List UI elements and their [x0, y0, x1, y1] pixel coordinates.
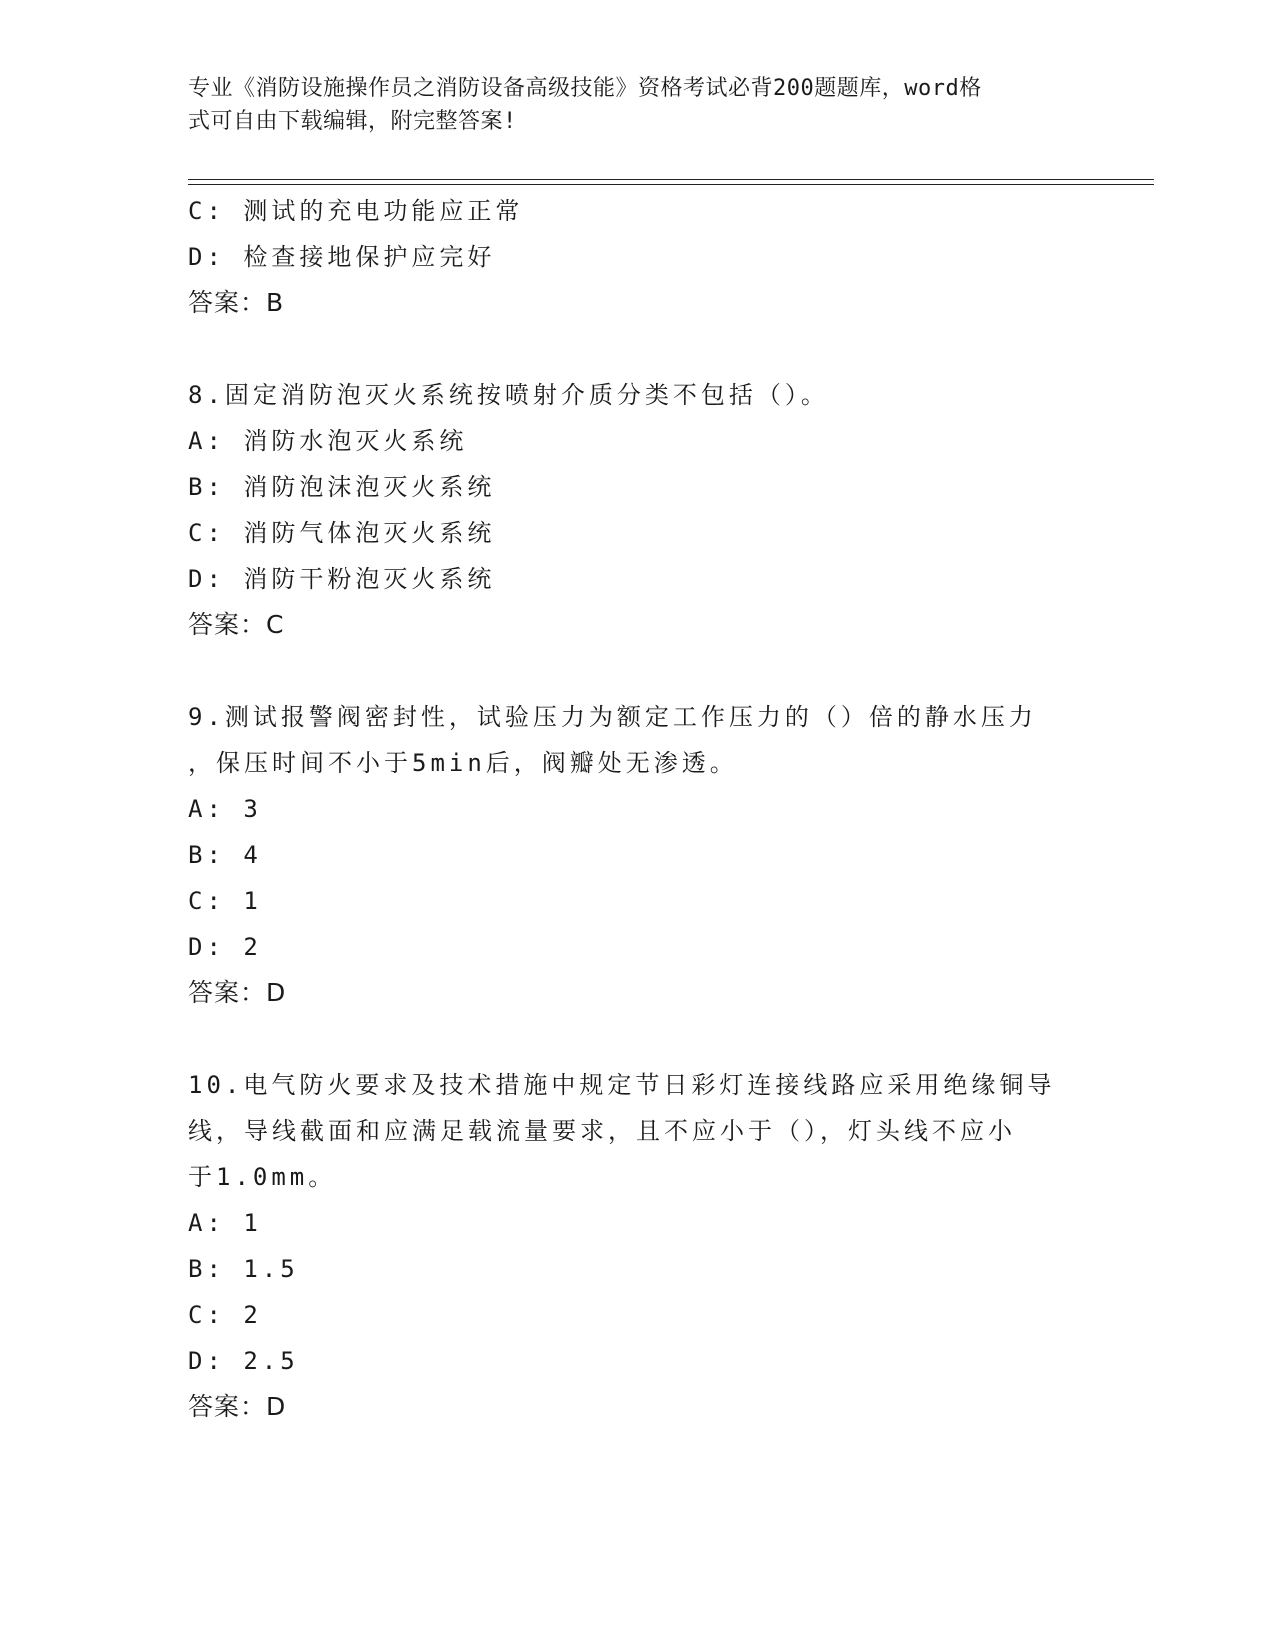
question-text-line-3: 于1.0mm。 [188, 1163, 337, 1191]
question-content [188, 188, 1088, 1430]
spacer [188, 326, 1088, 372]
header-divider-top [188, 179, 1154, 180]
answer-line: 答案：D [188, 1392, 287, 1421]
answer-line: 答案：C [188, 610, 285, 639]
header-line-1: 专业《消防设施操作员之消防设备高级技能》资格考试必背200题题库，word格 [188, 76, 982, 101]
document-header [188, 72, 1068, 138]
option-c: C: 消防气体泡灭火系统 [188, 519, 496, 547]
option-d: D: 2.5 [188, 1347, 299, 1375]
option-b: B: 4 [188, 841, 262, 869]
question-text-line-2: 线，导线截面和应满足载流量要求，且不应小于（），灯头线不应小 [188, 1117, 1016, 1145]
answer-line: 答案：B [188, 288, 285, 317]
question-9 [188, 694, 1088, 1016]
option-a: A: 3 [188, 795, 262, 823]
option-d: D: 检查接地保护应完好 [188, 243, 496, 271]
option-c: C: 1 [188, 887, 262, 915]
header-line-2: 式可自由下载编辑，附完整答案! [188, 109, 517, 134]
question-text-line-2: ，保压时间不小于5min后，阀瓣处无渗透。 [188, 749, 738, 777]
option-b: B: 1.5 [188, 1255, 299, 1283]
question-8 [188, 372, 1088, 648]
option-d: D: 2 [188, 933, 262, 961]
question-text-line-1: 9.测试报警阀密封性，试验压力为额定工作压力的（）倍的静水压力 [188, 703, 1037, 731]
option-c: C: 测试的充电功能应正常 [188, 197, 524, 225]
option-c: C: 2 [188, 1301, 262, 1329]
option-d: D: 消防干粉泡灭火系统 [188, 565, 496, 593]
previous-question-tail [188, 188, 1088, 326]
question-text-line-1: 10.电气防火要求及技术措施中规定节日彩灯连接线路应采用绝缘铜导 [188, 1071, 1056, 1099]
option-b: B: 消防泡沫泡灭火系统 [188, 473, 496, 501]
header-divider-bottom [188, 184, 1154, 185]
question-text: 8.固定消防泡灭火系统按喷射介质分类不包括（）。 [188, 381, 829, 409]
option-a: A: 1 [188, 1209, 262, 1237]
answer-line: 答案：D [188, 978, 287, 1007]
spacer [188, 648, 1088, 694]
question-10 [188, 1062, 1088, 1430]
option-a: A: 消防水泡灭火系统 [188, 427, 468, 455]
spacer [188, 1016, 1088, 1062]
